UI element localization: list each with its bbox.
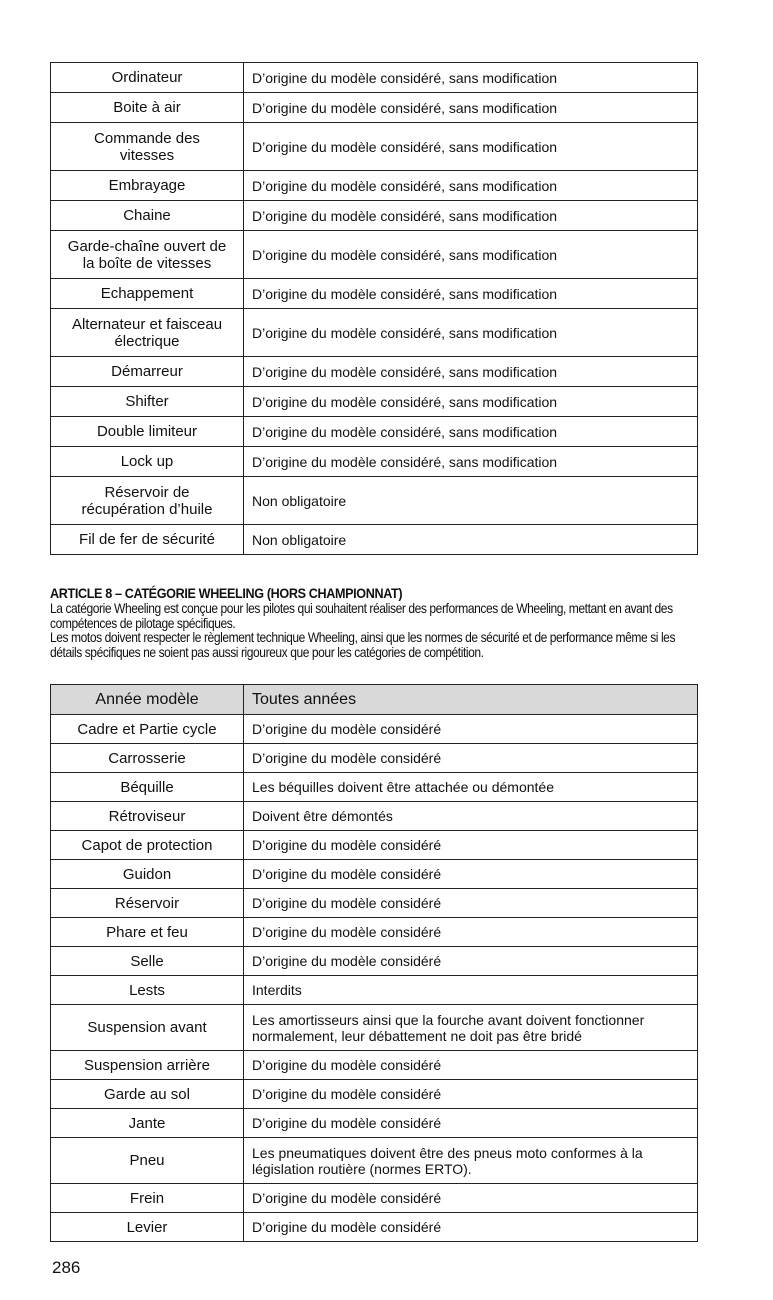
row-label: Phare et feu xyxy=(51,918,244,947)
row-value: Les béquilles doivent être attachée ou démontée xyxy=(244,773,698,802)
table-row xyxy=(51,715,698,744)
row-value: D’origine du modèle considéré, sans modification xyxy=(244,201,698,231)
row-label: Garde-chaîne ouvert de la boîte de vitesses xyxy=(51,231,244,279)
row-value: D’origine du modèle considéré xyxy=(244,860,698,889)
row-label: Réservoir de récupération d’huile xyxy=(51,477,244,525)
row-value: D’origine du modèle considéré, sans modification xyxy=(244,279,698,309)
row-value: D’origine du modèle considéré xyxy=(244,889,698,918)
row-label: Guidon xyxy=(51,860,244,889)
row-label: Carrosserie xyxy=(51,744,244,773)
row-value: Interdits xyxy=(244,976,698,1005)
table-row xyxy=(51,447,698,477)
table-row xyxy=(51,417,698,447)
table-row xyxy=(51,93,698,123)
row-value: D’origine du modèle considéré xyxy=(244,1109,698,1138)
table-row xyxy=(51,357,698,387)
row-value: D’origine du modèle considéré, sans modification xyxy=(244,231,698,279)
row-label: Pneu xyxy=(51,1138,244,1184)
table-row xyxy=(51,279,698,309)
row-label: Alternateur et faisceau électrique xyxy=(51,309,244,357)
row-value: D’origine du modèle considéré xyxy=(244,947,698,976)
table-row xyxy=(51,201,698,231)
row-label: Lests xyxy=(51,976,244,1005)
row-label: Boite à air xyxy=(51,93,244,123)
page-number: 286 xyxy=(52,1258,81,1277)
row-value: D’origine du modèle considéré, sans modification xyxy=(244,93,698,123)
row-value: D’origine du modèle considéré xyxy=(244,744,698,773)
row-label: Jante xyxy=(51,1109,244,1138)
row-label: Démarreur xyxy=(51,357,244,387)
table-row xyxy=(51,1184,698,1213)
table-row xyxy=(51,831,698,860)
table-row xyxy=(51,309,698,357)
row-label: Capot de protection xyxy=(51,831,244,860)
row-value: D’origine du modèle considéré, sans modification xyxy=(244,63,698,93)
row-value: Non obligatoire xyxy=(244,477,698,525)
row-label: Cadre et Partie cycle xyxy=(51,715,244,744)
table-row xyxy=(51,1051,698,1080)
table-row xyxy=(51,1005,698,1051)
article-section xyxy=(50,586,700,659)
row-label: Suspension avant xyxy=(51,1005,244,1051)
table-row xyxy=(51,889,698,918)
row-label: Shifter xyxy=(51,387,244,417)
row-value: D’origine du modèle considéré xyxy=(244,1184,698,1213)
article-title: ARTICLE 8 – CATÉGORIE WHEELING (HORS CHAMPIONNAT) xyxy=(50,585,403,601)
row-value: D’origine du modèle considéré xyxy=(244,1080,698,1109)
row-label: Fil de fer de sécurité xyxy=(51,525,244,555)
table-row xyxy=(51,525,698,555)
specs-table-1 xyxy=(50,62,698,555)
row-label: Echappement xyxy=(51,279,244,309)
row-label: Chaine xyxy=(51,201,244,231)
row-label: Suspension arrière xyxy=(51,1051,244,1080)
row-label: Double limiteur xyxy=(51,417,244,447)
row-value: D’origine du modèle considéré xyxy=(244,831,698,860)
header-label: Année modèle xyxy=(51,685,244,715)
table-row xyxy=(51,1213,698,1242)
row-value: D’origine du modèle considéré xyxy=(244,715,698,744)
row-label: Commande des vitesses xyxy=(51,123,244,171)
row-label: Garde au sol xyxy=(51,1080,244,1109)
table-row xyxy=(51,802,698,831)
row-label: Béquille xyxy=(51,773,244,802)
header-value: Toutes années xyxy=(244,685,698,715)
article-paragraph-1: La catégorie Wheeling est conçue pour les pilotes qui souhaitent réaliser des performances de Wheeling, mettant en avant des compétences de pilotage spécifiques. xyxy=(50,600,673,631)
row-value: D’origine du modèle considéré, sans modification xyxy=(244,123,698,171)
table-row xyxy=(51,63,698,93)
row-value: D’origine du modèle considéré, sans modification xyxy=(244,357,698,387)
table-row xyxy=(51,860,698,889)
table-row xyxy=(51,1109,698,1138)
row-label: Lock up xyxy=(51,447,244,477)
row-value: Les amortisseurs ainsi que la fourche avant doivent fonctionner normalement, leur débattement ne doit pas être bridé xyxy=(244,1005,698,1051)
row-label: Rétroviseur xyxy=(51,802,244,831)
table-row xyxy=(51,773,698,802)
row-label: Ordinateur xyxy=(51,63,244,93)
table-row xyxy=(51,477,698,525)
row-value: D’origine du modèle considéré, sans modification xyxy=(244,417,698,447)
table-row xyxy=(51,123,698,171)
row-value: D’origine du modèle considéré xyxy=(244,1051,698,1080)
table-row xyxy=(51,976,698,1005)
table-row xyxy=(51,744,698,773)
table-row xyxy=(51,1138,698,1184)
row-value: D’origine du modèle considéré xyxy=(244,918,698,947)
row-label: Levier xyxy=(51,1213,244,1242)
row-value: Non obligatoire xyxy=(244,525,698,555)
row-value: D’origine du modèle considéré, sans modification xyxy=(244,171,698,201)
table-row xyxy=(51,1080,698,1109)
row-label: Frein xyxy=(51,1184,244,1213)
table-row xyxy=(51,171,698,201)
table-row xyxy=(51,947,698,976)
table-row xyxy=(51,918,698,947)
article-paragraph-2: Les motos doivent respecter le règlement technique Wheeling, ainsi que les normes de sécurité et de performance même si les détails spécifiques ne soient pas aussi rigoureux que pour les catégories de compétition. xyxy=(50,629,676,660)
wheeling-specs-table xyxy=(50,684,698,1242)
row-value: D’origine du modèle considéré xyxy=(244,1213,698,1242)
row-value: D’origine du modèle considéré, sans modification xyxy=(244,387,698,417)
row-label: Embrayage xyxy=(51,171,244,201)
row-value: Doivent être démontés xyxy=(244,802,698,831)
row-value: D’origine du modèle considéré, sans modification xyxy=(244,447,698,477)
row-label: Selle xyxy=(51,947,244,976)
row-value: Les pneumatiques doivent être des pneus moto conformes à la législation routière (normes ERTO). xyxy=(244,1138,698,1184)
table-row xyxy=(51,231,698,279)
table-row xyxy=(51,387,698,417)
table-header-row xyxy=(51,685,698,715)
row-label: Réservoir xyxy=(51,889,244,918)
row-value: D’origine du modèle considéré, sans modification xyxy=(244,309,698,357)
